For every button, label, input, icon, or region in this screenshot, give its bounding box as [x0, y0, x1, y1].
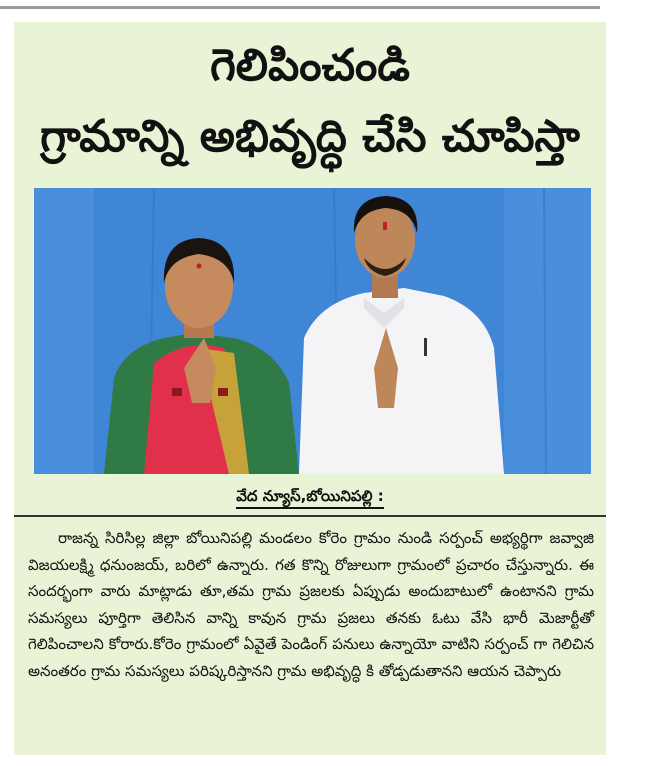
body-divider — [14, 515, 606, 517]
headline-line-2: గ్రామాన్ని అభివృద్ధి చేసి చూపిస్తా — [40, 111, 580, 162]
headline-line-1: గెలిపించండి — [210, 40, 410, 91]
news-clipping — [14, 22, 606, 755]
dateline — [14, 487, 606, 509]
dateline-text: వేద న్యూస్,బోయినిపల్లి : — [236, 487, 383, 509]
article-body: రాజన్న సిరిసిల్ల జిల్లా బోయినిపల్లి మండలం కోరెం గ్రామం నుండి సర్పంచ్ అభ్యర్థిగా జవ్వాజి విజయలక్ష్మి ధనుంజయ్, బరిలో ఉన్నారు. గత కొన్ని రోజులుగా గ్రామంలో ప్రచారం చేస్తున్నారు. ఈ సందర్భంగా వారు మాట్లాడు తూ,తమ గ్రామ ప్రజలకు ఏప్పుడు అందుబాటులో ఉంటానని గ్రామ సమస్యలు పూర్తిగా తెలిసిన వాన్ని కావున గ్రామ ప్రజలు తనకు ఓటు వేసి భారీ మెజార్టీతో గెలిపించాలని కోరారు.కోరెం గ్రామంలో ఏవైతే పెండింగ్ పనులు ఉన్నాయో వాటిని సర్పంచ్ గా గెలిచిన అనంతరం గ్రామ సమస్యలు పరిష్కరిస్తానని గ్రామ అభివృద్ధి కి తోడ్పడుతానని ఆయన చెప్పారు — [28, 529, 594, 680]
candidate-photo — [34, 188, 591, 474]
top-divider — [0, 6, 600, 9]
